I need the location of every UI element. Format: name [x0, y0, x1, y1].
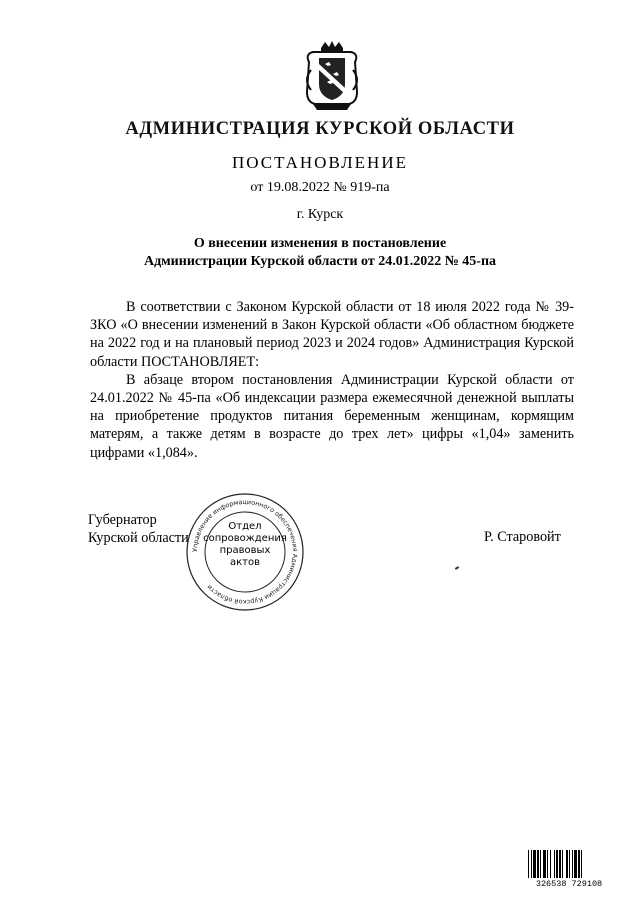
ink-mark — [455, 566, 459, 570]
signatory-title-line-2: Курской области — [88, 530, 189, 546]
document-subject — [0, 235, 640, 271]
signatory-name: Р. Старовойт — [484, 529, 561, 545]
body-paragraph-1: В соответствии с Законом Курской области от 18 июля 2022 года № 39-ЗКО «О внесении изменений в Закон Курской области «Об областном бюджете на 2022 год и на плановый период 2023 и 2024 годов» Администрация Курской области ПОСТАНОВЛЯЕТ: — [90, 299, 574, 370]
stamp-center-text — [184, 521, 306, 569]
signatory-title-line-1: Губернатор — [88, 512, 157, 528]
stamp-line-3: правовых — [219, 545, 271, 556]
barcode-icon — [528, 850, 610, 878]
official-stamp — [184, 491, 306, 613]
barcode-number: 326538 729108 — [535, 879, 603, 889]
stamp-line-4: актов — [229, 557, 260, 568]
subject-line-2: Администрации Курской области от 24.01.2022 № 45-па — [143, 254, 497, 269]
subject-line-1: О внесении изменения в постановление — [193, 236, 447, 251]
organization-name: АДМИНИСТРАЦИЯ КУРСКОЙ ОБЛАСТИ — [125, 119, 515, 139]
document-body — [90, 298, 574, 462]
body-paragraph-2: В абзаце втором постановления Администрации Курской области от 24.01.2022 № 45-па «Об индексации размера ежемесячной денежной выплаты на приобретение продуктов питания беременным женщинам, кормящим матерям, а также детям в возрасте до трех лет» цифры «1,04» заменить цифрами «1,084». — [90, 371, 574, 461]
stamp-ring-text: Управление информационного обеспечения Администрации Курской области — [190, 497, 300, 607]
coat-of-arms-icon — [299, 40, 365, 112]
signatory-title — [88, 511, 189, 547]
stamp-line-1: Отдел — [228, 521, 262, 532]
document-date-number: от 19.08.2022 № 919-па — [250, 180, 390, 195]
city-name: г. Курск — [296, 207, 344, 222]
stamp-line-2: сопровождения — [203, 533, 287, 544]
document-type: ПОСТАНОВЛЕНИЕ — [231, 153, 408, 172]
